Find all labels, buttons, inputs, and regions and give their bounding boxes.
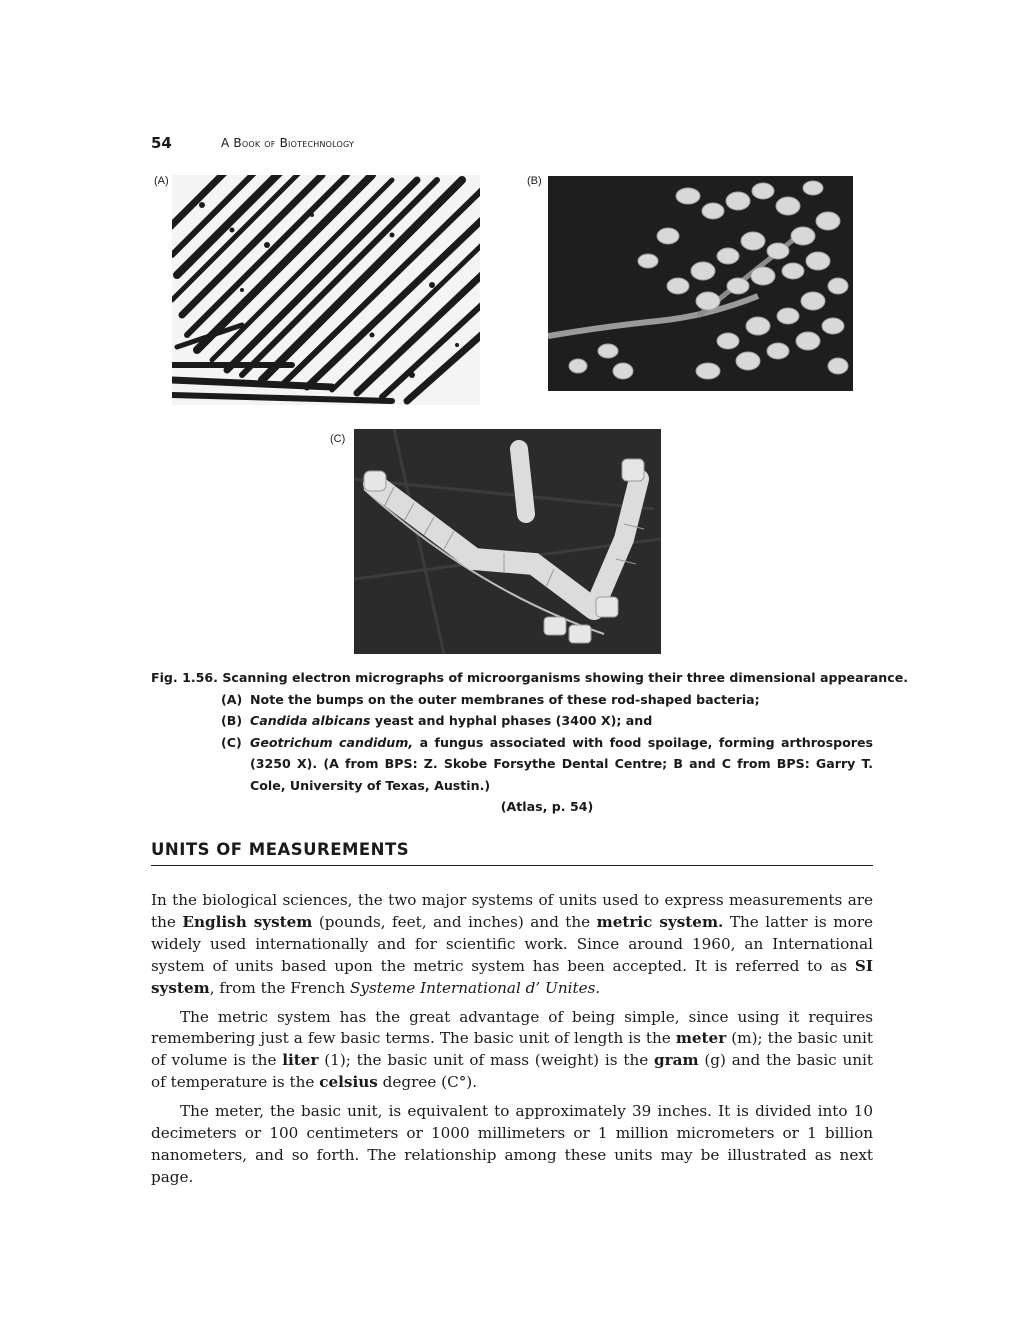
text-run: degree (C°).	[377, 1073, 478, 1092]
term-celsius: celsius	[319, 1073, 378, 1092]
caption-item-b	[221, 710, 873, 732]
caption-text: a fungus associated with food spoilage, forming arthrospores (3250 X). (A from BPS: Z. Skobe Forsythe Dental Centre; B and C from BPS: Garry T. Cole, University of Texas, Austin.)	[250, 734, 873, 793]
term-liter: liter	[282, 1051, 319, 1070]
panel-label-c: (C)	[330, 433, 346, 445]
term-gram: gram	[654, 1051, 699, 1070]
paragraph-1	[151, 890, 873, 1000]
paragraph-2	[151, 1007, 873, 1095]
text-run: In the biological sciences, the two major systems of units used to express measurements are the	[151, 891, 873, 931]
term-metric-system: metric system.	[596, 912, 724, 931]
text-run: (1); the basic unit of mass (weight) is the	[318, 1051, 655, 1070]
term-english-system: English system	[182, 912, 313, 931]
page-number: 54	[151, 134, 172, 152]
text-run: (g) and the basic unit of temperature is the	[151, 1051, 874, 1092]
text-run: (m); the basic unit of volume is the	[151, 1029, 873, 1070]
caption-source: (Atlas, p. 54)	[500, 799, 594, 814]
micrograph-candida-albicans	[548, 176, 853, 391]
species-name: Candida albicans	[250, 713, 371, 728]
text-run: The latter is more widely used internationally and for scientific work. Since around 1960, an International system of units based upon the metric system has been accepted. It is referred to as	[151, 912, 874, 975]
text-run: , from the French	[209, 978, 350, 997]
caption-tag: (B)	[221, 713, 243, 728]
section-heading: UNITS OF MEASUREMENTS	[151, 840, 873, 866]
caption-text: Note the bumps on the outer membranes of these rod-shaped bacteria;	[250, 691, 760, 707]
caption-tag: (A)	[221, 691, 243, 707]
caption-lead: Fig. 1.56. Scanning electron micrographs of microorganisms showing their three dimensional appearance.	[151, 670, 909, 685]
figure-caption	[151, 667, 909, 818]
text-run: The metric system has the great advantage of being simple, since using it requires remembering just a few basic terms. The basic unit of length is the	[151, 1007, 873, 1048]
term-french-name: Systeme International d’ Unites.	[349, 978, 601, 997]
text-run: (pounds, feet, and inches) and the	[312, 912, 597, 931]
term-meter: meter	[675, 1029, 727, 1048]
running-title: A Book of Biotechnology	[221, 136, 355, 150]
paragraph-3: The meter, the basic unit, is equivalent to approximately 39 inches. It is divided into 10 decimeters or 100 centimeters or 1000 millimeters or 1 million micrometers or 1 billion nanometers, and so forth. The relationship among these units may be illustrated as next page.	[151, 1102, 873, 1186]
panel-label-a: (A)	[154, 175, 169, 187]
species-name: Geotrichum candidum,	[250, 734, 414, 750]
micrograph-geotrichum-candidum	[354, 429, 661, 654]
caption-item-c	[221, 732, 873, 797]
caption-tag: (C)	[221, 734, 242, 750]
caption-item-a	[221, 689, 873, 711]
term-si-system: SI system	[151, 956, 873, 997]
caption-text: yeast and hyphal phases (3400 X); and	[370, 713, 653, 728]
micrograph-rod-bacteria	[172, 175, 480, 405]
panel-label-b: (B)	[527, 175, 542, 187]
body-text	[151, 890, 873, 1196]
